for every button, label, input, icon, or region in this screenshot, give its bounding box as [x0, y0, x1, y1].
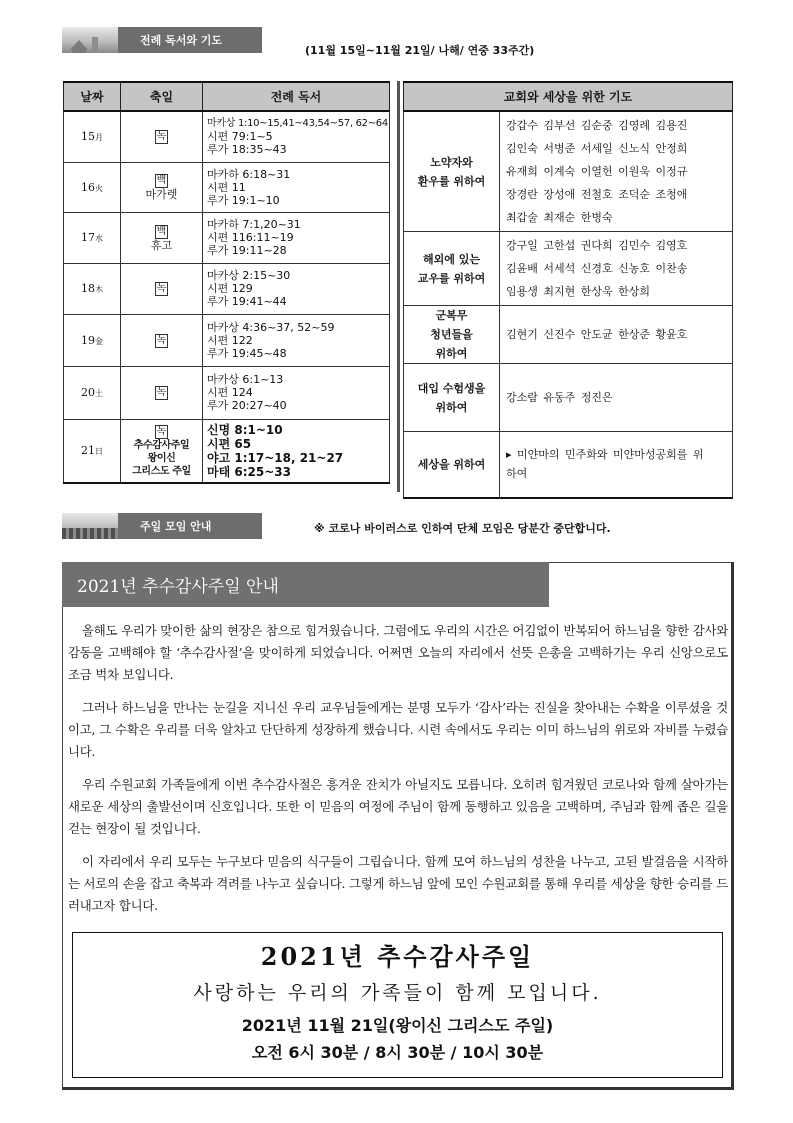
banner-times: 오전 6시 30분 / 8시 30분 / 10시 30분 [251, 1043, 544, 1062]
paragraph: 그러나 하느님을 만나는 눈길을 지니신 우리 교우님들에게는 분명 모두가 ‘감사’라는 진실을 찾아내는 수확을 이루셨을 것이고, 그 수확은 우리를 더욱 알차고 단단하게 성장하게 했습니다. 시련 속에서도 우리는 이미 하느님의 위로와 자비를 누렸습니다. [68, 700, 728, 759]
table-row [404, 432, 733, 498]
prayer-category: 노약자와 환우를 위하여 [404, 111, 500, 232]
church-thumbnail-icon [62, 27, 118, 53]
table-row [404, 111, 733, 232]
feast-cell [121, 263, 203, 314]
liturgical-color-badge: 녹 [156, 425, 167, 437]
day-cell: 16火 [64, 162, 121, 212]
prayer-names: 강소람 유동주 정진은 [500, 364, 733, 432]
liturgical-color-badge: 백 [156, 175, 167, 186]
day-cell: 20土 [64, 366, 121, 419]
table-row [64, 212, 390, 263]
liturgical-color-badge: 백 [156, 225, 167, 237]
reading-period: (11월 15일~11월 21일/ 나해/ 연중 33주간) [305, 44, 535, 57]
thanksgiving-title: 2021년 추수감사주일 안내 [62, 562, 549, 607]
section-label: 전례 독서와 기도 [118, 27, 262, 53]
reading-cell: 마카상 2:15~30 시편 129 루가 19:41~44 [203, 263, 390, 314]
header-feast: 축일 [121, 82, 203, 111]
day-cell: 15月 [64, 111, 121, 162]
table-row [64, 162, 390, 212]
reading-table [63, 81, 390, 484]
liturgical-color-badge: 녹 [156, 131, 167, 143]
day-cell: 21日 [64, 419, 121, 483]
table-row [404, 364, 733, 432]
reading-cell: 마카하 7:1,20~31 시편 116:11~19 루가 19:11~28 [203, 212, 390, 263]
section-header-gathering [62, 513, 262, 539]
paragraph: 올해도 우리가 맞이한 삶의 현장은 참으로 힘겨웠습니다. 그럼에도 우리의 시간은 어김없이 반복되어 하느님을 향한 감사와 감동을 고백해야 할 ‘추수감사절’을 맞이하게 되었습니다. 어쩌면 오늘의 자리에서 선뜻 은총을 고백하기는 우리 신앙으로도 조금 벅차 보입니다. [68, 623, 728, 682]
reading-cell: 마카하 6:18~31 시편 11 루가 19:1~10 [203, 162, 390, 212]
prayer-names: 강구일 고한섭 권다희 김민수 김영호 김윤배 서세석 신경호 신농호 이찬송 임용생 최지현 한상욱 한상희 [500, 232, 733, 306]
prayer-table [403, 81, 733, 499]
paragraph: 이 자리에서 우리 모두는 누구보다 믿음의 식구들이 그립습니다. 함께 모여 하느님의 성찬을 나누고, 고된 발걸음을 시작하는 서로의 손을 잡고 축복과 격려를 나누고 싶습니다. 그렇게 하느님 앞에 모인 수원교회를 통해 우리를 세상을 향한 승리를 드러내고자 합니다. [68, 854, 728, 913]
feast-cell [121, 366, 203, 419]
table-row [64, 419, 390, 483]
feast-cell: 백 휴고 [121, 212, 203, 263]
table-row [64, 366, 390, 419]
reading-cell: 마카상 1:10~15,41~43,54~57, 62~64 시편 79:1~5 루가 18:35~43 [203, 111, 390, 162]
reading-cell: 마카상 6:1~13 시편 124 루가 20:27~40 [203, 366, 390, 419]
feast-cell: 백 마가렛 [121, 162, 203, 212]
section-label: 주일 모임 안내 [118, 513, 262, 539]
feast-cell [121, 111, 203, 162]
reading-cell: 마카상 4:36~37, 52~59 시편 122 루가 19:45~48 [203, 314, 390, 366]
reading-cell: 신명 8:1~10 시편 65 야고 1:17~18, 21~27 마태 6:25~33 [203, 419, 390, 483]
table-row [404, 232, 733, 306]
header-reading: 전례 독서 [203, 82, 390, 111]
banner-subheading: 사랑하는 우리의 가족들이 함께 모입니다. [193, 982, 602, 1004]
prayer-header: 교회와 세상을 위한 기도 [404, 82, 733, 111]
prayer-category: 대입 수험생을 위하여 [404, 364, 500, 432]
liturgical-color-badge: 녹 [156, 387, 167, 398]
liturgical-color-badge: 녹 [156, 334, 167, 346]
liturgical-color-badge: 녹 [156, 283, 167, 294]
header-date: 날짜 [64, 82, 121, 111]
prayer-names: 강갑수 김부선 김순중 김영례 김용진 김인숙 서병준 서세일 신노식 안정희 유재희 이계숙 이열헌 이원욱 이정규 장경란 장성애 전철호 조덕순 조청애 최갑술 최재순 한병숙 [500, 111, 733, 232]
column-divider [397, 81, 400, 492]
day-cell: 18木 [64, 263, 121, 314]
prayer-category: 해외에 있는 교우를 위하여 [404, 232, 500, 306]
event-banner [72, 932, 723, 1078]
covid-notice: ※ 코로나 바이러스로 인하여 단체 모임은 당분간 중단합니다. [314, 522, 611, 535]
feast-cell [121, 314, 203, 366]
table-row [64, 111, 390, 162]
day-cell: 19金 [64, 314, 121, 366]
table-row [64, 314, 390, 366]
table-row [404, 306, 733, 364]
congregation-thumbnail-icon [62, 513, 118, 539]
day-cell: 17水 [64, 212, 121, 263]
table-row [64, 263, 390, 314]
prayer-names: ▸ 미얀마의 민주화와 미얀마성공회를 위 하여 [500, 432, 733, 498]
banner-date: 2021년 11월 21일(왕이신 그리스도 주일) [241, 1016, 554, 1035]
section-header-liturgy [62, 27, 262, 53]
prayer-category: 군복무 청년들을 위하여 [404, 306, 500, 364]
prayer-category: 세상을 위하여 [404, 432, 500, 498]
paragraph: 우리 수원교회 가족들에게 이번 추수감사절은 흥겨운 잔치가 아닐지도 모릅니다. 오히려 힘겨웠던 코로나와 함께 살아가는 새로운 세상의 출발선이며 신호입니다. 또한 이 믿음의 여정에 주님이 함께 동행하고 있음을 고백하며, 주님과 함께 좁은 길을 걷는 현장이 될 것입니다. [68, 777, 728, 836]
prayer-names: 김현기 신진수 안도균 한상준 황윤호 [500, 306, 733, 364]
feast-cell: 녹 추수감사주일 왕이신 그리스도 주일 [121, 419, 203, 483]
banner-heading: 2021년 추수감사주일 [260, 942, 535, 971]
